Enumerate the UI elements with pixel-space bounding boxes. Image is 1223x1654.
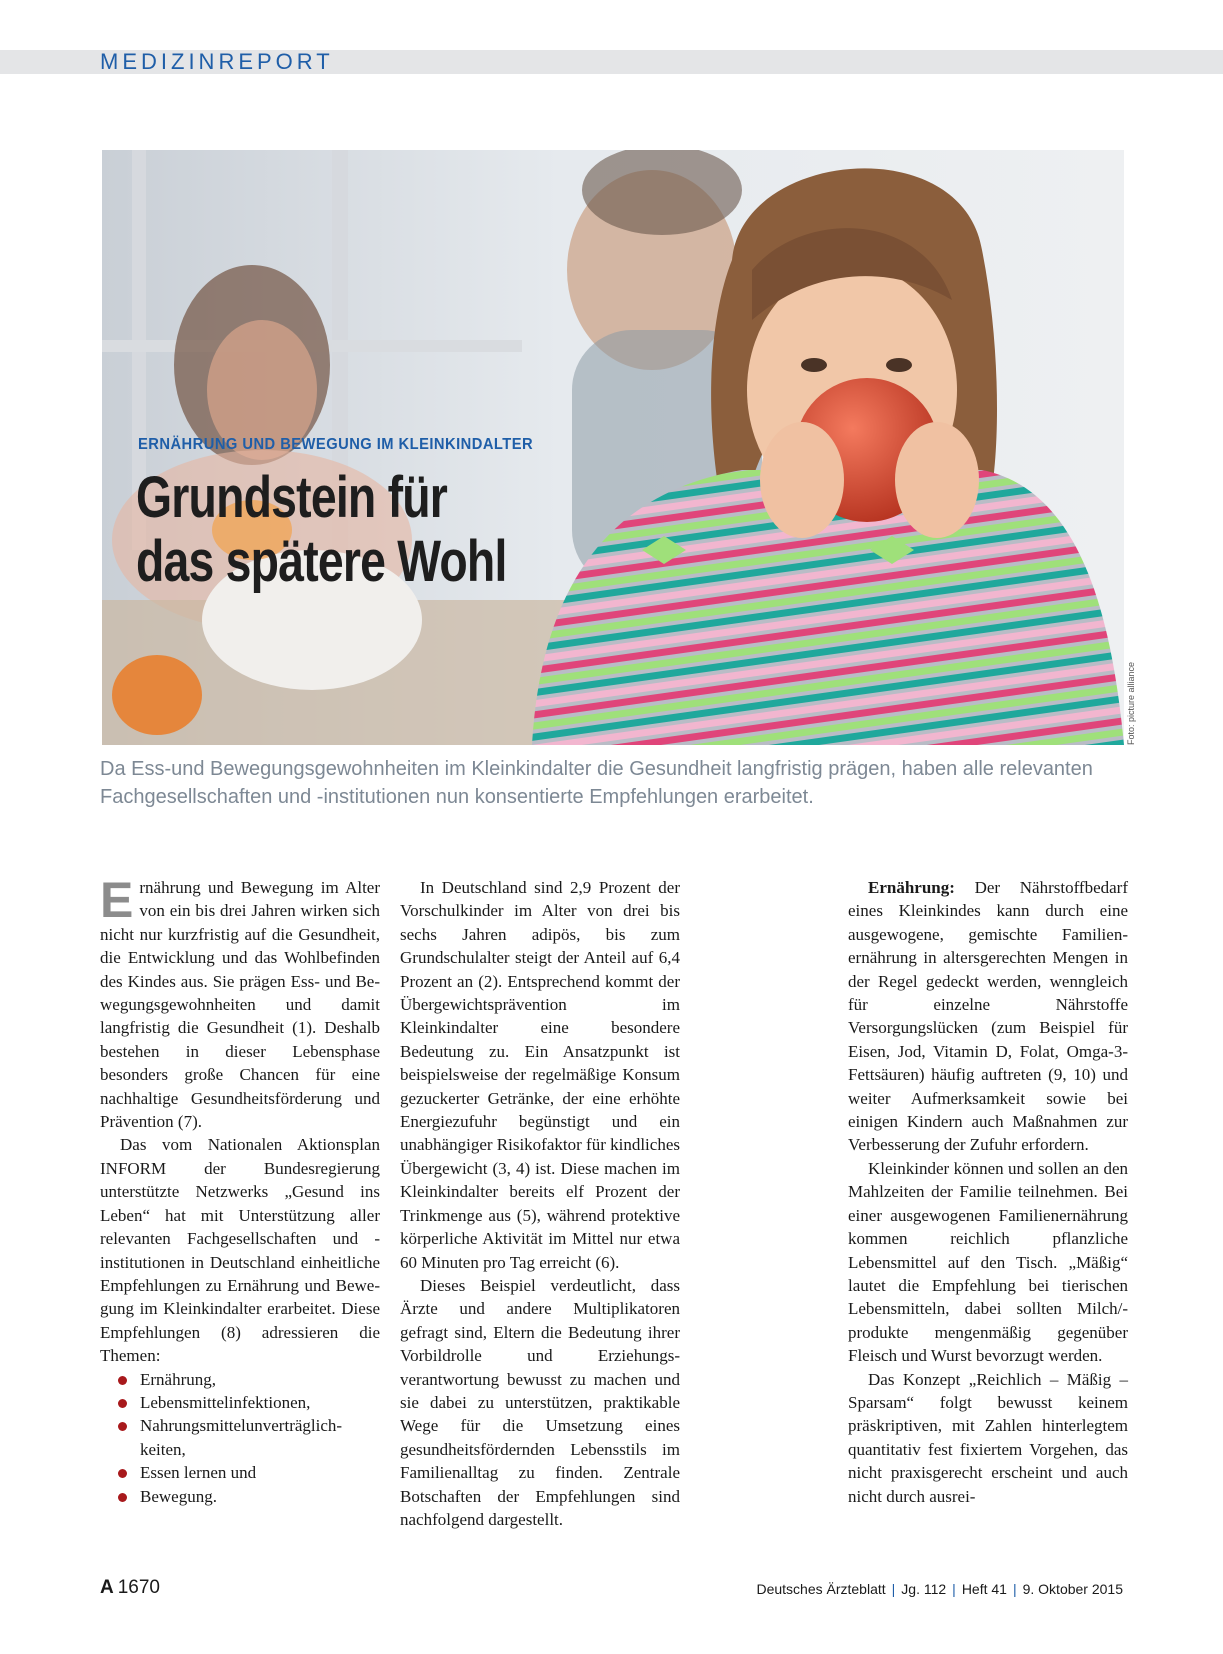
paragraph-text: rnährung und Bewegung im Alter von ein bis drei Jahren wirken sich nicht nur kurzfristig auf die Gesundheit, die Entwicklung und das Wohlbefinden des Kindes aus. Sie prägen Ess- und Bewegungsgewohnheiten und damit langfristig die Gesundheit (1). Deshalb bestehen in dieser Lebensphase besonders große Chancen für eine nachhaltige Gesundheitsförderung und Prävention (7). [100, 878, 380, 1132]
list-item: Nahrungsmittelunverträglichkeiten, [100, 1414, 380, 1461]
text-column-1 [100, 872, 380, 1508]
paragraph [100, 872, 380, 1133]
article-kicker: ERNÄHRUNG UND BEWEGUNG IM KLEINKINDALTER [138, 436, 534, 453]
paragraph: Das Konzept „Reichlich – Mäßig – Sparsam“ folgt bewusst keinem präskriptiven, mit Zahlen hinterlegtem quantitativ fest fixiertem Vorgehen, das nicht praxisgerecht erscheint und auch nicht durch ausrei- [848, 1369, 1128, 1506]
topic-list [100, 1368, 380, 1508]
list-item: Ernährung, [100, 1368, 380, 1391]
headline-line-1: Grundstein für [136, 465, 448, 530]
page-prefix: A [100, 1577, 114, 1598]
page-number-value: 1670 [117, 1577, 161, 1598]
article-lead: Da Ess-und Bewegungsgewohnheiten im Kleinkindalter die Gesundheit langfristig prägen, haben alle relevanten Fachgesellschaften und -institutionen nun konsentierte Empfehlungen erarbeitet. [100, 758, 1093, 808]
separator: | [1012, 1581, 1017, 1597]
paragraph: Das vom Nationalen Aktionsplan INFORM der Bundesregierung unterstützte Netzwerks „Gesund ins Leben“ hat mit Unterstützung aller relevanten Fachgesellschaften und -institutionen in Deutschland einheitliche Empfehlungen zu Ernährung und Bewegung im Kleinkindalter erarbeitet. Diese Empfehlungen (8) adressieren die Themen: [100, 1135, 380, 1366]
drop-cap: E [100, 872, 134, 928]
paragraph: Dieses Beispiel verdeutlicht, dass Ärzte und andere Multiplikatoren gefragt sind, Eltern die Bedeutung ihrer Vorbildrolle und Erziehungsverantwortung bewusst zu machen und sie dabei zu unterstützen, praktikable Wege für die Umsetzung eines gesundheitsfördernden Lebensstils im Familienalltag zu finden. Zentrale Botschaften der Empfehlungen sind nachfolgend dargestellt. [400, 1275, 680, 1529]
hero-image [102, 150, 1124, 745]
headline-line-2: das spätere Wohl [136, 529, 507, 594]
subheading: Ernährung: [868, 878, 955, 897]
separator: | [891, 1581, 896, 1597]
section-label: MEDIZINREPORT [100, 49, 334, 74]
text-column-3 [848, 876, 1128, 1508]
journal-name: Deutsches Ärzteblatt [756, 1581, 886, 1597]
journal-date: 9. Oktober 2015 [1022, 1581, 1123, 1597]
journal-info [756, 1581, 1123, 1597]
paragraph: Kleinkinder können und sollen an den Mahlzeiten der Familie teilnehmen. Bei einer ausgewogenen Familienernährung kommen reichlich pflanzliche Lebensmittel auf den Tisch. „Mäßig“ lautet die Empfehlung bei tierischen Lebensmitteln, dabei sollten Milch/-produkte mengenmäßig gegenüber Fleisch und Wurst bevorzugt werden. [848, 1158, 1128, 1366]
list-item: Essen lernen und [100, 1461, 380, 1484]
separator: | [952, 1581, 956, 1597]
paragraph [848, 876, 1128, 1157]
paragraph-text: Der Nährstoffbedarf eines Kleinkindes kann durch eine ausgewogene, gemischte Familienernährung in altersgerechten Mengen in der Regel gedeckt werden, wenngleich für einzelne Nährstoffe Versorgungslücken (zum Beispiel für Eisen, Jod, Vitamin D, Folat, Omga-3-Fettsäuren) häufig auftreten (9, 10) und weiter Aufmerksamkeit sowie bei einigen Kindern auch Maßnahmen zur Verbesserung der Zufuhr erfordern. [848, 878, 1128, 1155]
paragraph: In Deutschland sind 2,9 Prozent der Vorschulkinder im Alter von drei bis sechs Jahren adipös, bis zum Grundschulalter steigt der Anteil auf 6,4 Prozent an (2). Entsprechend kommt der Übergewichtsprävention im Kleinkindalter eine besondere Bedeutung zu. Ein Ansatzpunkt ist beispielsweise der regelmäßige Konsum gezuckerter Getränke, der eine erhöhte Energiezufuhr begünstigt und ein unabhängiger Risikofaktor für kindliches Übergewicht (3, 4) ist. Diese machen im Kleinkindalter bereits elf Prozent der Trinkmenge aus (5), während protektive körperliche Aktivität im Mittel nur etwa 60 Minuten pro Tag erreicht (6). [400, 878, 680, 1272]
list-item: Bewegung. [100, 1485, 380, 1508]
journal-issue: Heft 41 [961, 1581, 1007, 1597]
list-item: Lebensmittelinfektionen, [100, 1391, 380, 1414]
article-headline [136, 466, 507, 594]
photo-credit: Foto: picture alliance [1126, 661, 1136, 745]
text-column-2 [400, 876, 680, 1531]
page-number [100, 1577, 160, 1599]
journal-volume: Jg. 112 [901, 1581, 947, 1597]
